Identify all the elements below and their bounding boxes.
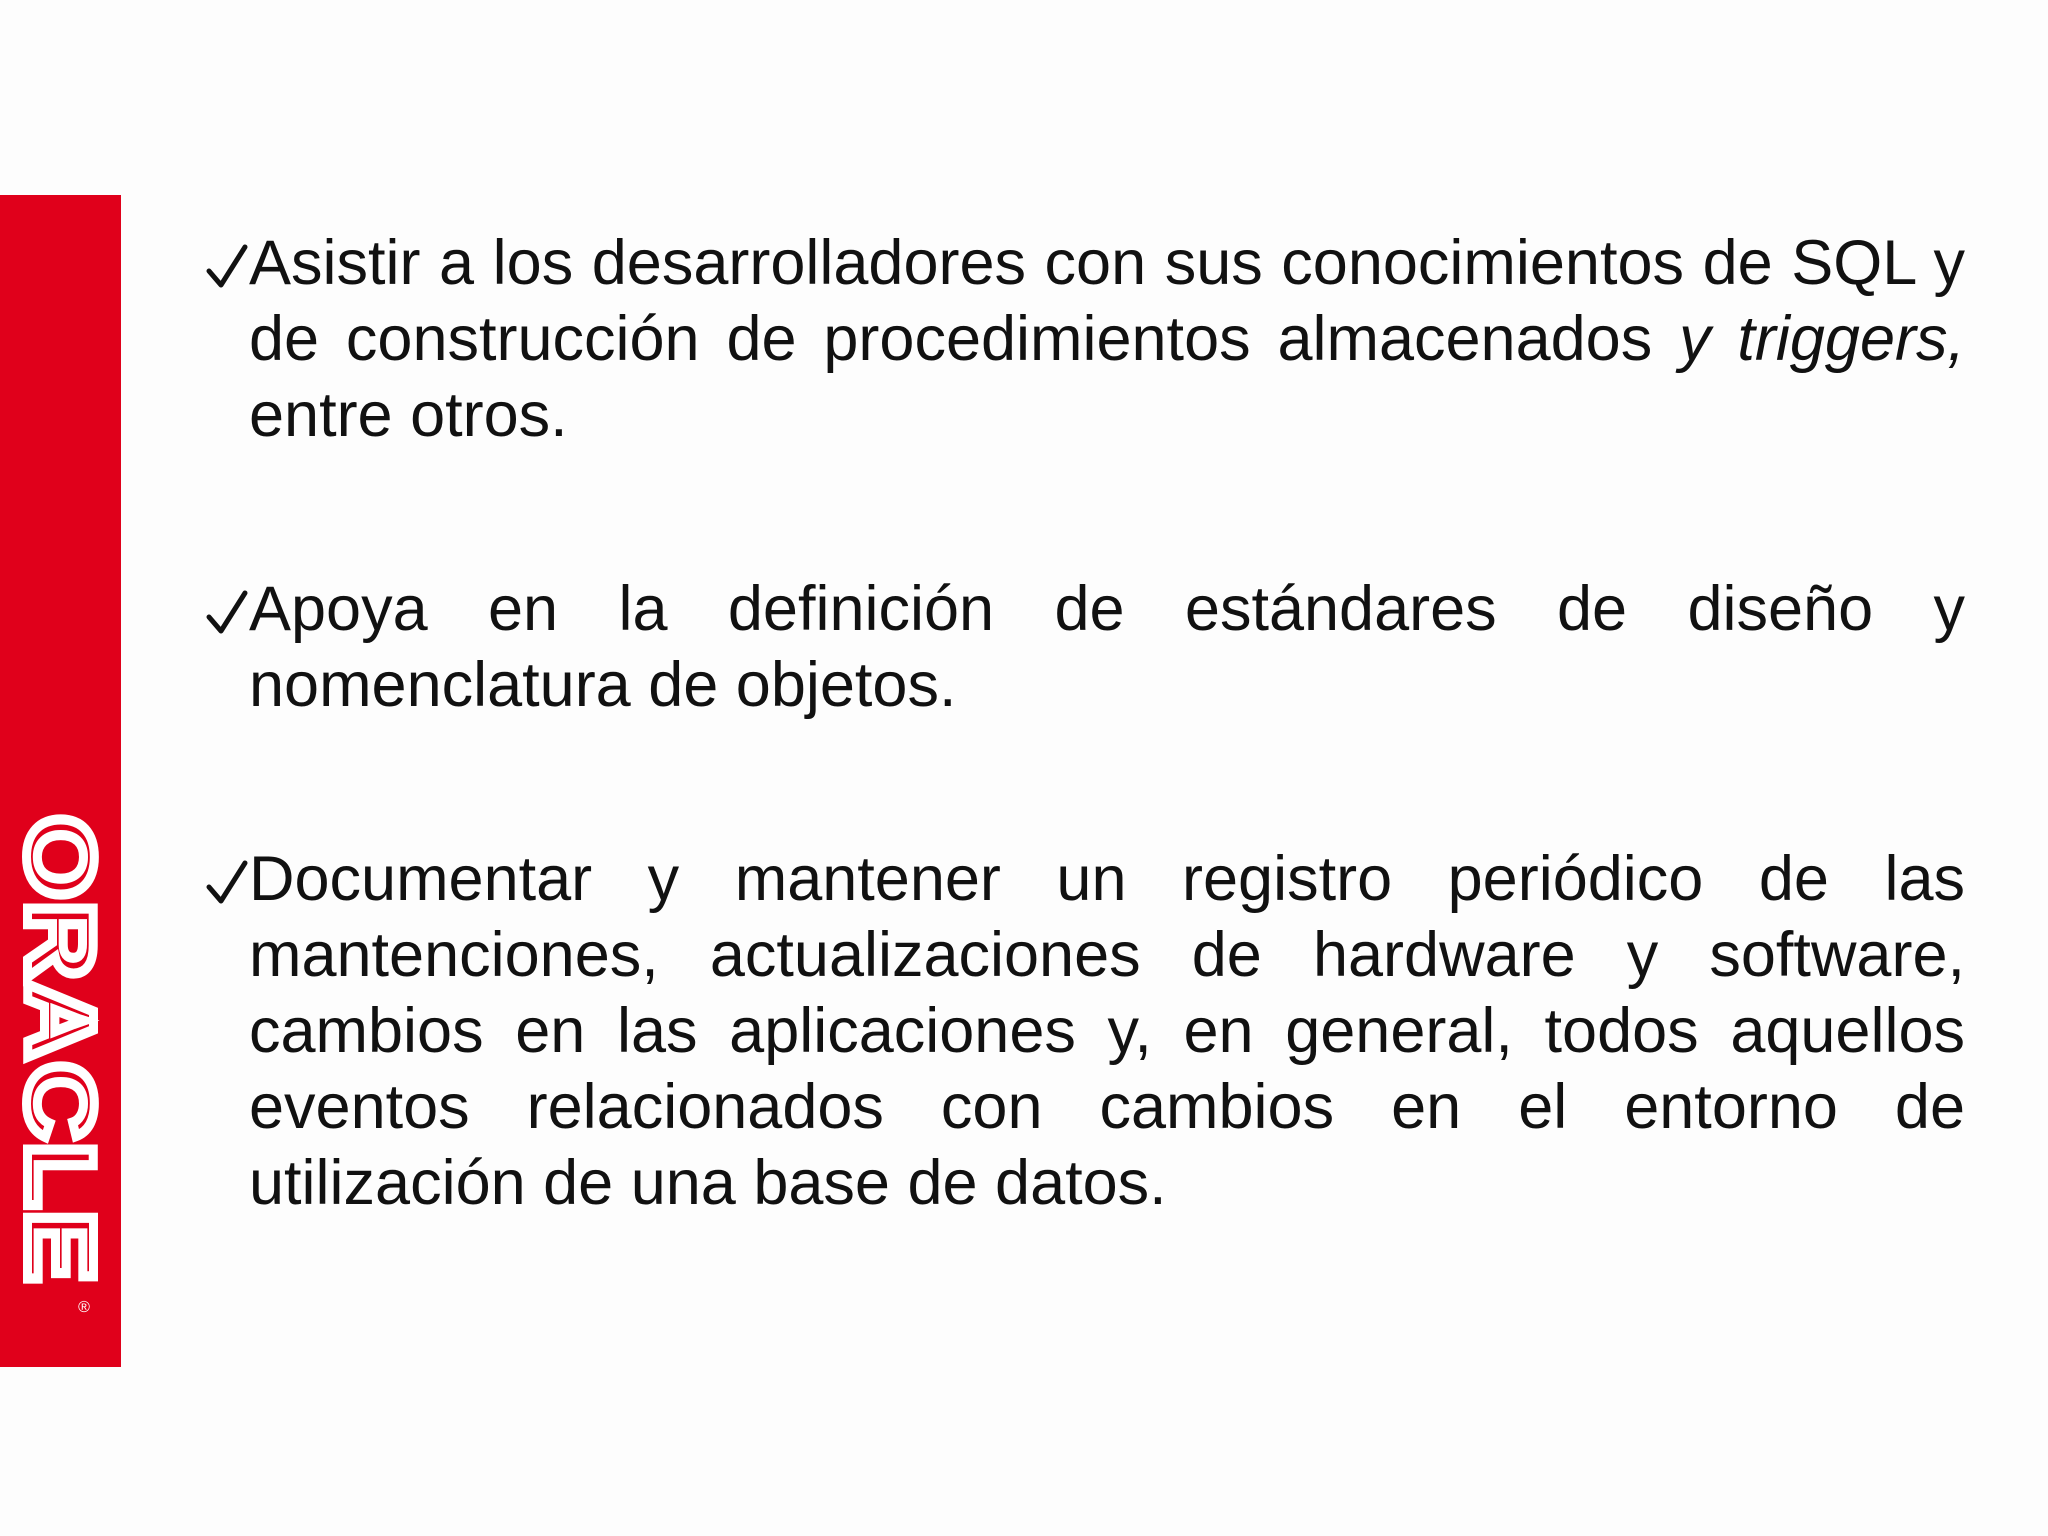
checkmark-icon xyxy=(205,571,249,647)
registered-mark: ® xyxy=(78,1299,90,1316)
bullet-text: Apoya en la definición de estándares de diseño y nomenclatura de objetos. xyxy=(249,574,1965,720)
bullet-text: Asistir a los desarrolladores con sus conocimientos de SQL y de construcción de procedimientos almacenados xyxy=(249,228,1965,374)
bullet-list xyxy=(205,225,1965,1221)
bullet-text: Documentar y mantener un registro periódico de las mantenciones, actualizaciones de hardware y software, cambios en las aplicaciones y, en general, todos aquellos eventos relacionados con cambios en el entorno de utilización de una base de datos. xyxy=(249,844,1965,1218)
oracle-logo-text: ORACLE xyxy=(6,815,114,1233)
bullet-tail-text: entre otros. xyxy=(249,380,568,450)
bullet-italic-text: y triggers, xyxy=(1679,304,1965,374)
bullet-item xyxy=(205,841,1965,1221)
bullet-item xyxy=(205,571,1965,723)
bullet-item xyxy=(205,225,1965,453)
checkmark-icon xyxy=(205,841,249,917)
checkmark-icon xyxy=(205,225,249,301)
oracle-logo xyxy=(0,800,121,1320)
